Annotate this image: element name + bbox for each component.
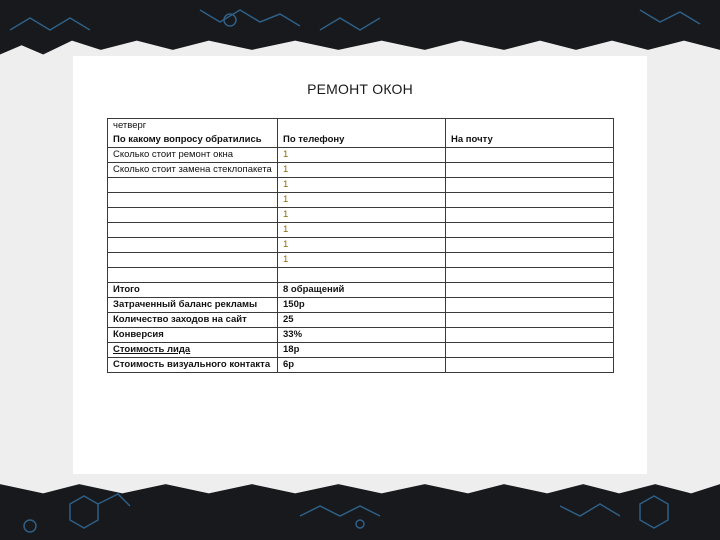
summary-label: Затраченный баланс рекламы — [108, 298, 278, 313]
row-phone-cell: 1 — [278, 178, 446, 193]
summary-label: Количество заходов на сайт — [108, 313, 278, 328]
summary-value: 150р — [278, 298, 446, 313]
summary-row — [108, 298, 614, 313]
row-email-cell — [446, 193, 614, 208]
summary-value: 33% — [278, 328, 446, 343]
question-label: По какому вопросу обратились — [113, 134, 262, 145]
table-row — [108, 148, 614, 163]
spacer-cell — [108, 268, 278, 283]
summary-row — [108, 358, 614, 373]
day-label: четверг — [113, 120, 147, 131]
phone-column-header: По телефону — [283, 134, 345, 145]
row-phone-cell: 1 — [278, 148, 446, 163]
row-phone-cell: 1 — [278, 253, 446, 268]
slide-page — [73, 56, 647, 474]
summary-value: 6р — [278, 358, 446, 373]
summary-value: 8 обращений — [278, 283, 446, 298]
row-phone-cell: 1 — [278, 193, 446, 208]
email-column-header: На почту — [451, 134, 493, 145]
row-phone-cell: 1 — [278, 208, 446, 223]
summary-value: 18р — [278, 343, 446, 358]
summary-empty-cell — [446, 328, 614, 343]
molecule-pattern-bottom — [0, 486, 720, 540]
header-label-cell — [108, 119, 278, 148]
page-title: РЕМОНТ ОКОН — [307, 81, 413, 97]
table-row — [108, 208, 614, 223]
row-label-cell: Сколько стоит замена стеклопакета — [108, 163, 278, 178]
table-row — [108, 193, 614, 208]
summary-empty-cell — [446, 313, 614, 328]
summary-empty-cell — [446, 358, 614, 373]
summary-row — [108, 313, 614, 328]
row-label-cell — [108, 178, 278, 193]
row-label-cell — [108, 208, 278, 223]
summary-label: Стоимость визуального контакта — [108, 358, 278, 373]
summary-label: Итого — [108, 283, 278, 298]
summary-row — [108, 343, 614, 358]
header-phone-cell — [278, 119, 446, 148]
summary-row — [108, 328, 614, 343]
table-row — [108, 163, 614, 178]
summary-label: Конверсия — [108, 328, 278, 343]
spacer-row — [108, 268, 614, 283]
row-phone-cell: 1 — [278, 223, 446, 238]
row-label-cell — [108, 238, 278, 253]
row-label-cell: Сколько стоит ремонт окна — [108, 148, 278, 163]
spacer-cell — [278, 268, 446, 283]
summary-value: 25 — [278, 313, 446, 328]
row-email-cell — [446, 253, 614, 268]
bottom-decorative-band — [0, 486, 720, 540]
summary-row — [108, 283, 614, 298]
summary-label: Стоимость лида — [108, 343, 278, 358]
stats-table — [107, 118, 614, 373]
row-phone-cell: 1 — [278, 238, 446, 253]
table-row — [108, 253, 614, 268]
row-label-cell — [108, 253, 278, 268]
row-email-cell — [446, 148, 614, 163]
row-email-cell — [446, 163, 614, 178]
table-row — [108, 178, 614, 193]
table-row — [108, 223, 614, 238]
table-row — [108, 238, 614, 253]
row-email-cell — [446, 208, 614, 223]
row-email-cell — [446, 223, 614, 238]
row-email-cell — [446, 238, 614, 253]
header-email-cell — [446, 119, 614, 148]
spacer-cell — [446, 268, 614, 283]
summary-empty-cell — [446, 283, 614, 298]
row-email-cell — [446, 178, 614, 193]
row-label-cell — [108, 193, 278, 208]
table-header-row — [108, 119, 614, 148]
row-phone-cell: 1 — [278, 163, 446, 178]
row-label-cell — [108, 223, 278, 238]
summary-empty-cell — [446, 343, 614, 358]
summary-empty-cell — [446, 298, 614, 313]
